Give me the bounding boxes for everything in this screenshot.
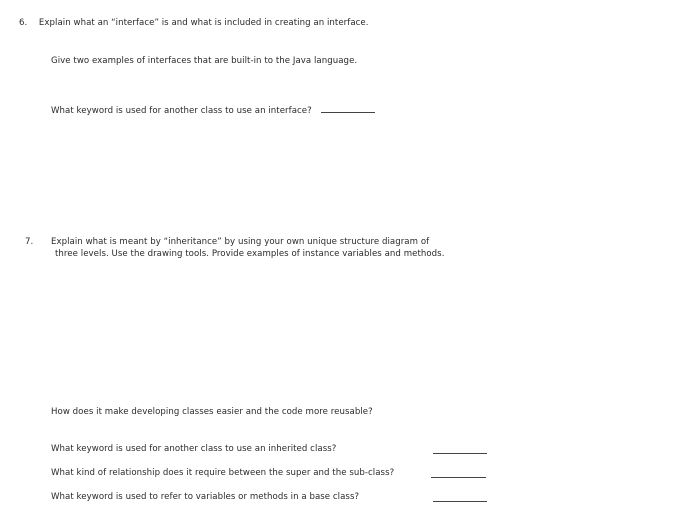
question-7-sub-3: What kind of relationship does it require between the super and the sub-class? xyxy=(51,468,395,478)
question-number: 6. xyxy=(19,18,28,28)
answer-blank[interactable] xyxy=(431,477,486,478)
answer-blank[interactable] xyxy=(433,453,487,454)
answer-blank[interactable] xyxy=(321,104,375,113)
question-7-number: 7. xyxy=(25,237,34,247)
question-7-sub-4: What keyword is used to refer to variables or methods in a base class? xyxy=(51,492,360,502)
question-7-sub-2: What keyword is used for another class to use an inherited class? xyxy=(51,444,337,454)
question-text: What keyword is used for another class to use an interface? xyxy=(51,106,312,116)
question-6-sub-2 xyxy=(51,104,375,117)
question-7-sub-1: How does it make developing classes easier and the code more reusable? xyxy=(51,407,373,417)
question-7-line-1: Explain what is meant by “inheritance” by using your own unique structure diagram of xyxy=(51,237,430,247)
question-text: Explain what an “interface” is and what is included in creating an interface. xyxy=(38,18,369,28)
question-6 xyxy=(19,18,369,29)
question-6-sub-1: Give two examples of interfaces that are built-in to the Java language. xyxy=(51,56,358,66)
question-7-line-2: three levels. Use the drawing tools. Provide examples of instance variables and methods. xyxy=(55,249,445,259)
answer-blank[interactable] xyxy=(433,501,487,502)
